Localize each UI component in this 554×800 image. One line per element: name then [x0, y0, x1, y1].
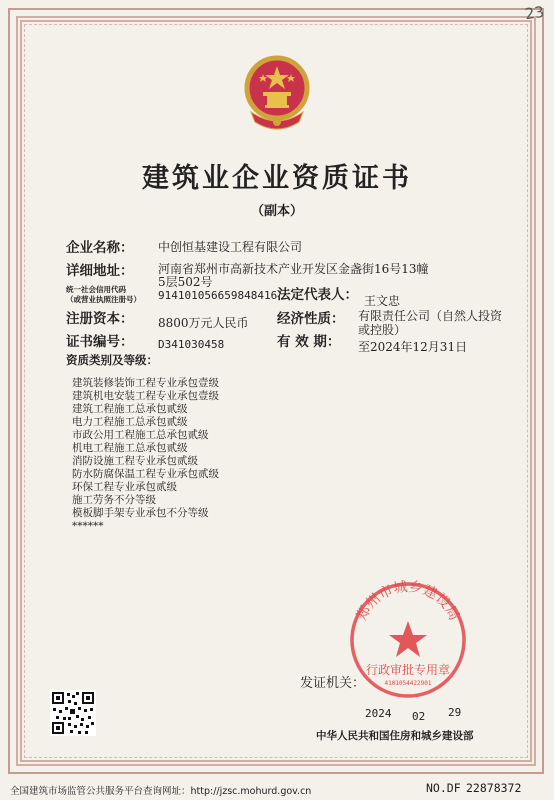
national-emblem-icon: [241, 52, 313, 132]
qualification-item: 防水防腐保温工程专业承包贰级: [72, 468, 219, 480]
qualification-item: 消防设施工程专业承包贰级: [72, 455, 198, 467]
economic-nature-line-2: 或控股）: [358, 323, 407, 337]
issue-year: 2024: [365, 707, 392, 720]
economic-nature-label: 经济性质：: [277, 311, 345, 327]
issue-month: 02: [412, 710, 426, 723]
company-name-label: 企业名称：: [66, 240, 134, 256]
corner-handwritten-note: 23: [523, 2, 546, 24]
registered-capital-value: 8800万元人民币: [158, 316, 249, 330]
qualification-item: 机电工程施工总承包贰级: [72, 442, 188, 454]
qualification-list: [72, 377, 219, 533]
serial-number: 22878372: [466, 781, 522, 795]
credit-code-value: 914101056659848416: [158, 289, 278, 302]
registered-capital-label: 注册资本：: [66, 311, 134, 327]
economic-nature-line-1: 有限责任公司（自然人投资: [358, 309, 503, 323]
qualification-item: 建筑工程施工总承包贰级: [72, 403, 188, 415]
certificate-title: 建筑业企业资质证书: [142, 163, 412, 194]
qualification-item: 电力工程施工总承包贰级: [72, 416, 188, 428]
qr-code-icon: [50, 690, 96, 736]
legal-rep-label: 法定代表人：: [277, 287, 358, 303]
seal-top-text: 郑州市城乡建设局: [353, 579, 463, 624]
serial-number-label: NO.DF: [426, 781, 461, 795]
certificate-subtitle: （副本）: [250, 204, 303, 219]
credit-code-label-line-1: 统一社会信用代码: [66, 285, 126, 294]
company-name-value: 中创恒基建设工程有限公司: [158, 240, 303, 254]
address-line-2: 5层502号: [158, 275, 213, 289]
qualification-item: 市政公用工程施工总承包贰级: [72, 429, 209, 441]
cert-number-value: D341030458: [158, 338, 225, 351]
cert-number-label: 证书编号：: [66, 334, 134, 350]
qualification-item: ******: [72, 520, 104, 532]
address-label: 详细地址：: [66, 263, 134, 279]
address-line-1: 河南省郑州市高新技术产业开发区金盏街16号13幢: [158, 262, 429, 276]
verification-url-footer: 全国建筑市场监管公共服务平台查询网址：http://jzsc.mohurd.gov.cn: [10, 786, 312, 797]
legal-rep-value: 王文忠: [364, 294, 401, 308]
credit-code-label-line-2: （或营业执照注册号）: [66, 295, 141, 304]
issuing-authority-label: 发证机关：: [300, 676, 366, 691]
qualification-item: 模板脚手架专业承包不分等级: [72, 507, 209, 519]
seal-number: 4101054422901: [384, 680, 432, 687]
qualification-item: 建筑机电安装工程专业承包壹级: [72, 390, 219, 402]
seal-bottom-text: 行政审批专用章: [365, 663, 451, 677]
credit-code-label: [66, 285, 141, 305]
validity-label: 有 效 期：: [277, 334, 341, 350]
issue-day: 29: [448, 706, 462, 719]
ministry-name: 中华人民共和国住房和城乡建设部: [316, 730, 474, 742]
qualification-item: 建筑装修装饰工程专业承包壹级: [72, 377, 219, 389]
validity-value: 至2024年12月31日: [358, 340, 468, 354]
qualification-item: 施工劳务不分等级: [72, 494, 156, 506]
qualification-item: 环保工程专业承包贰级: [72, 481, 177, 493]
qualification-label: 资质类别及等级：: [66, 353, 158, 367]
